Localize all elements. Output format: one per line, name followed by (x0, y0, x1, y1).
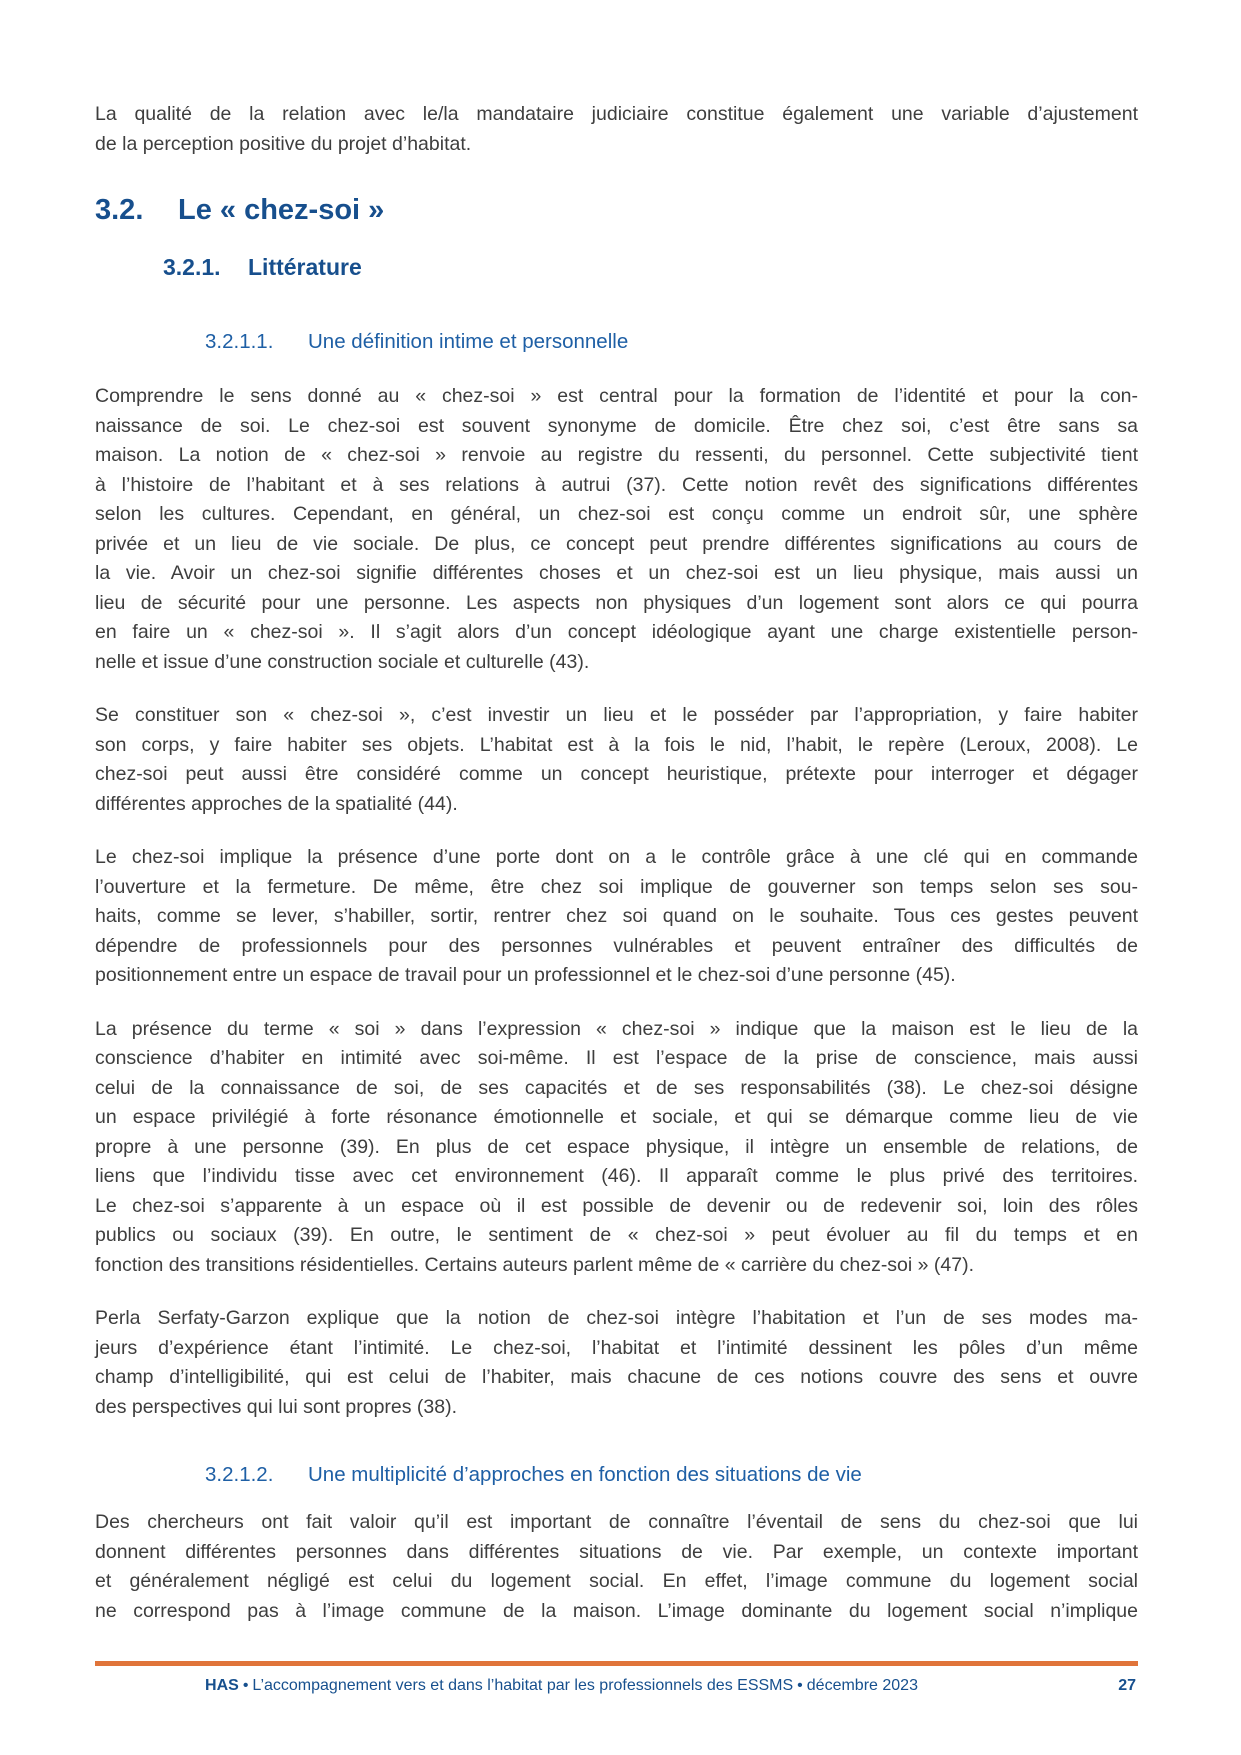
text-line: dépendre de professionnels pour des personnes vulnérables et peuvent entraîner des difficultés de (95, 934, 1138, 957)
section-heading-3-2-1 (163, 253, 1138, 281)
text-line: nelle et issue d’une construction sociale et culturelle (43). (95, 650, 590, 673)
footer-reference (95, 1675, 1138, 1697)
text-line: selon les cultures. Cependant, en général, un chez-soi est conçu comme un endroit sûr, une sphère (95, 503, 1138, 525)
text-line: positionnement entre un espace de travail pour un professionnel et le chez-soi d’une personne (45). (95, 964, 956, 986)
paragraph (95, 843, 1138, 991)
text-line: celui de la connaissance de soi, de ses capacités et de ses responsabilités (38). Le chez-soi désigne (95, 1076, 1138, 1099)
text-line: maison. La notion de « chez-soi » renvoie au registre du ressenti, du personnel. Cette subjectivité tient (95, 444, 1138, 466)
paragraph (95, 701, 1138, 819)
heading-label: Une multiplicité d’approches en fonction des situations de vie (308, 1463, 862, 1486)
text-line: naissance de soi. Le chez-soi est souvent synonyme de domicile. Être chez soi, c’est être sans sa (95, 414, 1138, 437)
text-line: Perla Serfaty-Garzon explique que la notion de chez-soi intègre l’habitation et l’un de ses modes ma- (95, 1307, 1138, 1329)
text-line: fonction des transitions résidentielles. Certains auteurs parlent même de « carrière du chez-soi » (47). (95, 1253, 975, 1276)
footer-text-row (95, 1675, 1138, 1697)
paragraph (95, 382, 1138, 677)
heading-number: 3.2. (95, 194, 144, 226)
text-line: La qualité de la relation avec le/la mandataire judiciaire constitue également une variable d’ajustement (95, 103, 1138, 125)
text-line: propre à une personne (39). En plus de cet espace physique, il intègre un ensemble de relations, de (95, 1135, 1138, 1158)
text-line: son corps, y faire habiter ses objets. L’habitat est à la fois le nid, l’habit, le repère (Leroux, 2008). Le (95, 733, 1138, 756)
text-line: de la perception positive du projet d’habitat. (95, 132, 472, 155)
text-line: des perspectives qui lui sont propres (38). (95, 1395, 458, 1418)
text-line: en faire un « chez-soi ». Il s’agit alors d’un concept idéologique ayant une charge existentielle person- (95, 621, 1138, 643)
text-line: Des chercheurs ont fait valoir qu’il est important de connaître l’éventail de sens du chez-soi que lui (95, 1511, 1138, 1533)
footer-date: décembre 2023 (806, 1677, 918, 1694)
text-line: et généralement négligé est celui du logement social. En effet, l’image commune du logement social (95, 1570, 1138, 1592)
text-line: à l’histoire de l’habitant et à ses relations à autrui (37). Cette notion revêt des significations différentes (95, 473, 1138, 496)
heading-label: Littérature (248, 254, 362, 280)
text-line: conscience d’habiter en intimité avec soi-même. Il est l’espace de la prise de conscience, mais aussi (95, 1047, 1138, 1069)
text-line: différentes approches de la spatialité (44). (95, 792, 458, 815)
text-line: jeurs d’expérience étant l’intimité. Le chez-soi, l’habitat et l’intimité dessinent les pôles d’un même (95, 1336, 1138, 1359)
heading-number: 3.2.1.1. (205, 330, 274, 353)
text-line: la vie. Avoir un chez-soi signifie différentes choses et un chez-soi est un lieu physique, mais aussi un (95, 562, 1138, 584)
text-line: un espace privilégié à forte résonance émotionnelle et sociale, et qui se démarque comme lieu de vie (95, 1106, 1138, 1128)
text-line: Le chez-soi s’apparente à un espace où il est possible de devenir ou de redevenir soi, loin des rôles (95, 1194, 1138, 1217)
heading-number: 3.2.1.2. (205, 1463, 274, 1486)
text-line: La présence du terme « soi » dans l’expression « chez-soi » indique que la maison est le lieu de la (95, 1017, 1138, 1040)
page-content (95, 0, 1138, 1626)
paragraph (95, 1508, 1138, 1626)
text-line: privée et un lieu de vie sociale. De plus, ce concept peut prendre différentes significations au cours de (95, 532, 1138, 555)
page-number: 27 (1118, 1677, 1136, 1694)
text-line: champ d’intelligibilité, qui est celui de l’habiter, mais chacune de ces notions couvre des sens et ouvre (95, 1366, 1138, 1388)
footer-separator: • (242, 1677, 249, 1694)
text-line: ne correspond pas à l’image commune de la maison. L’image dominante du logement social n’implique (95, 1599, 1138, 1622)
heading-label: Une définition intime et personnelle (308, 330, 629, 353)
text-line: lieu de sécurité pour une personne. Les aspects non physiques d’un logement sont alors ce qui pourra (95, 591, 1138, 614)
text-line: publics ou sociaux (39). En outre, le sentiment de « chez-soi » peut évoluer au fil du temps et en (95, 1224, 1138, 1246)
heading-label: Le « chez-soi » (178, 194, 385, 226)
footer-title: L’accompagnement vers et dans l’habitat par les professionnels des ESSMS (252, 1677, 794, 1694)
section-heading-3-2-1-2 (205, 1462, 1138, 1488)
page-footer (95, 1661, 1138, 1697)
text-line: l’ouverture et la fermeture. De même, être chez soi implique de gouverner son temps selon ses sou- (95, 875, 1138, 898)
text-line: Comprendre le sens donné au « chez-soi » est central pour la formation de l’identité et pour la con- (95, 385, 1138, 407)
section-heading-3-2-1-1 (205, 329, 1138, 355)
section-heading-3-2 (95, 192, 1138, 228)
text-line: donnent différentes personnes dans différentes situations de vie. Par exemple, un contexte important (95, 1540, 1138, 1563)
text-line: liens que l’individu tisse avec cet environnement (46). Il apparaît comme le plus privé des territoires. (95, 1165, 1138, 1187)
footer-rule (95, 1661, 1138, 1666)
text-line: Le chez-soi implique la présence d’une porte dont on a le contrôle grâce à une clé qui en commande (95, 846, 1138, 868)
text-line: haits, comme se lever, s’habiller, sortir, rentrer chez soi quand on le souhaite. Tous ces gestes peuvent (95, 905, 1138, 927)
text-line: chez-soi peut aussi être considéré comme un concept heuristique, prétexte pour interroger et dégager (95, 763, 1138, 785)
intro-paragraph (95, 100, 1138, 159)
footer-brand: HAS (205, 1677, 239, 1694)
footer-separator: • (797, 1677, 803, 1694)
heading-number: 3.2.1. (163, 254, 221, 280)
paragraph (95, 1015, 1138, 1281)
text-line: Se constituer son « chez-soi », c’est investir un lieu et le posséder par l’appropriation, y faire habiter (95, 704, 1138, 726)
paragraph (95, 1304, 1138, 1422)
